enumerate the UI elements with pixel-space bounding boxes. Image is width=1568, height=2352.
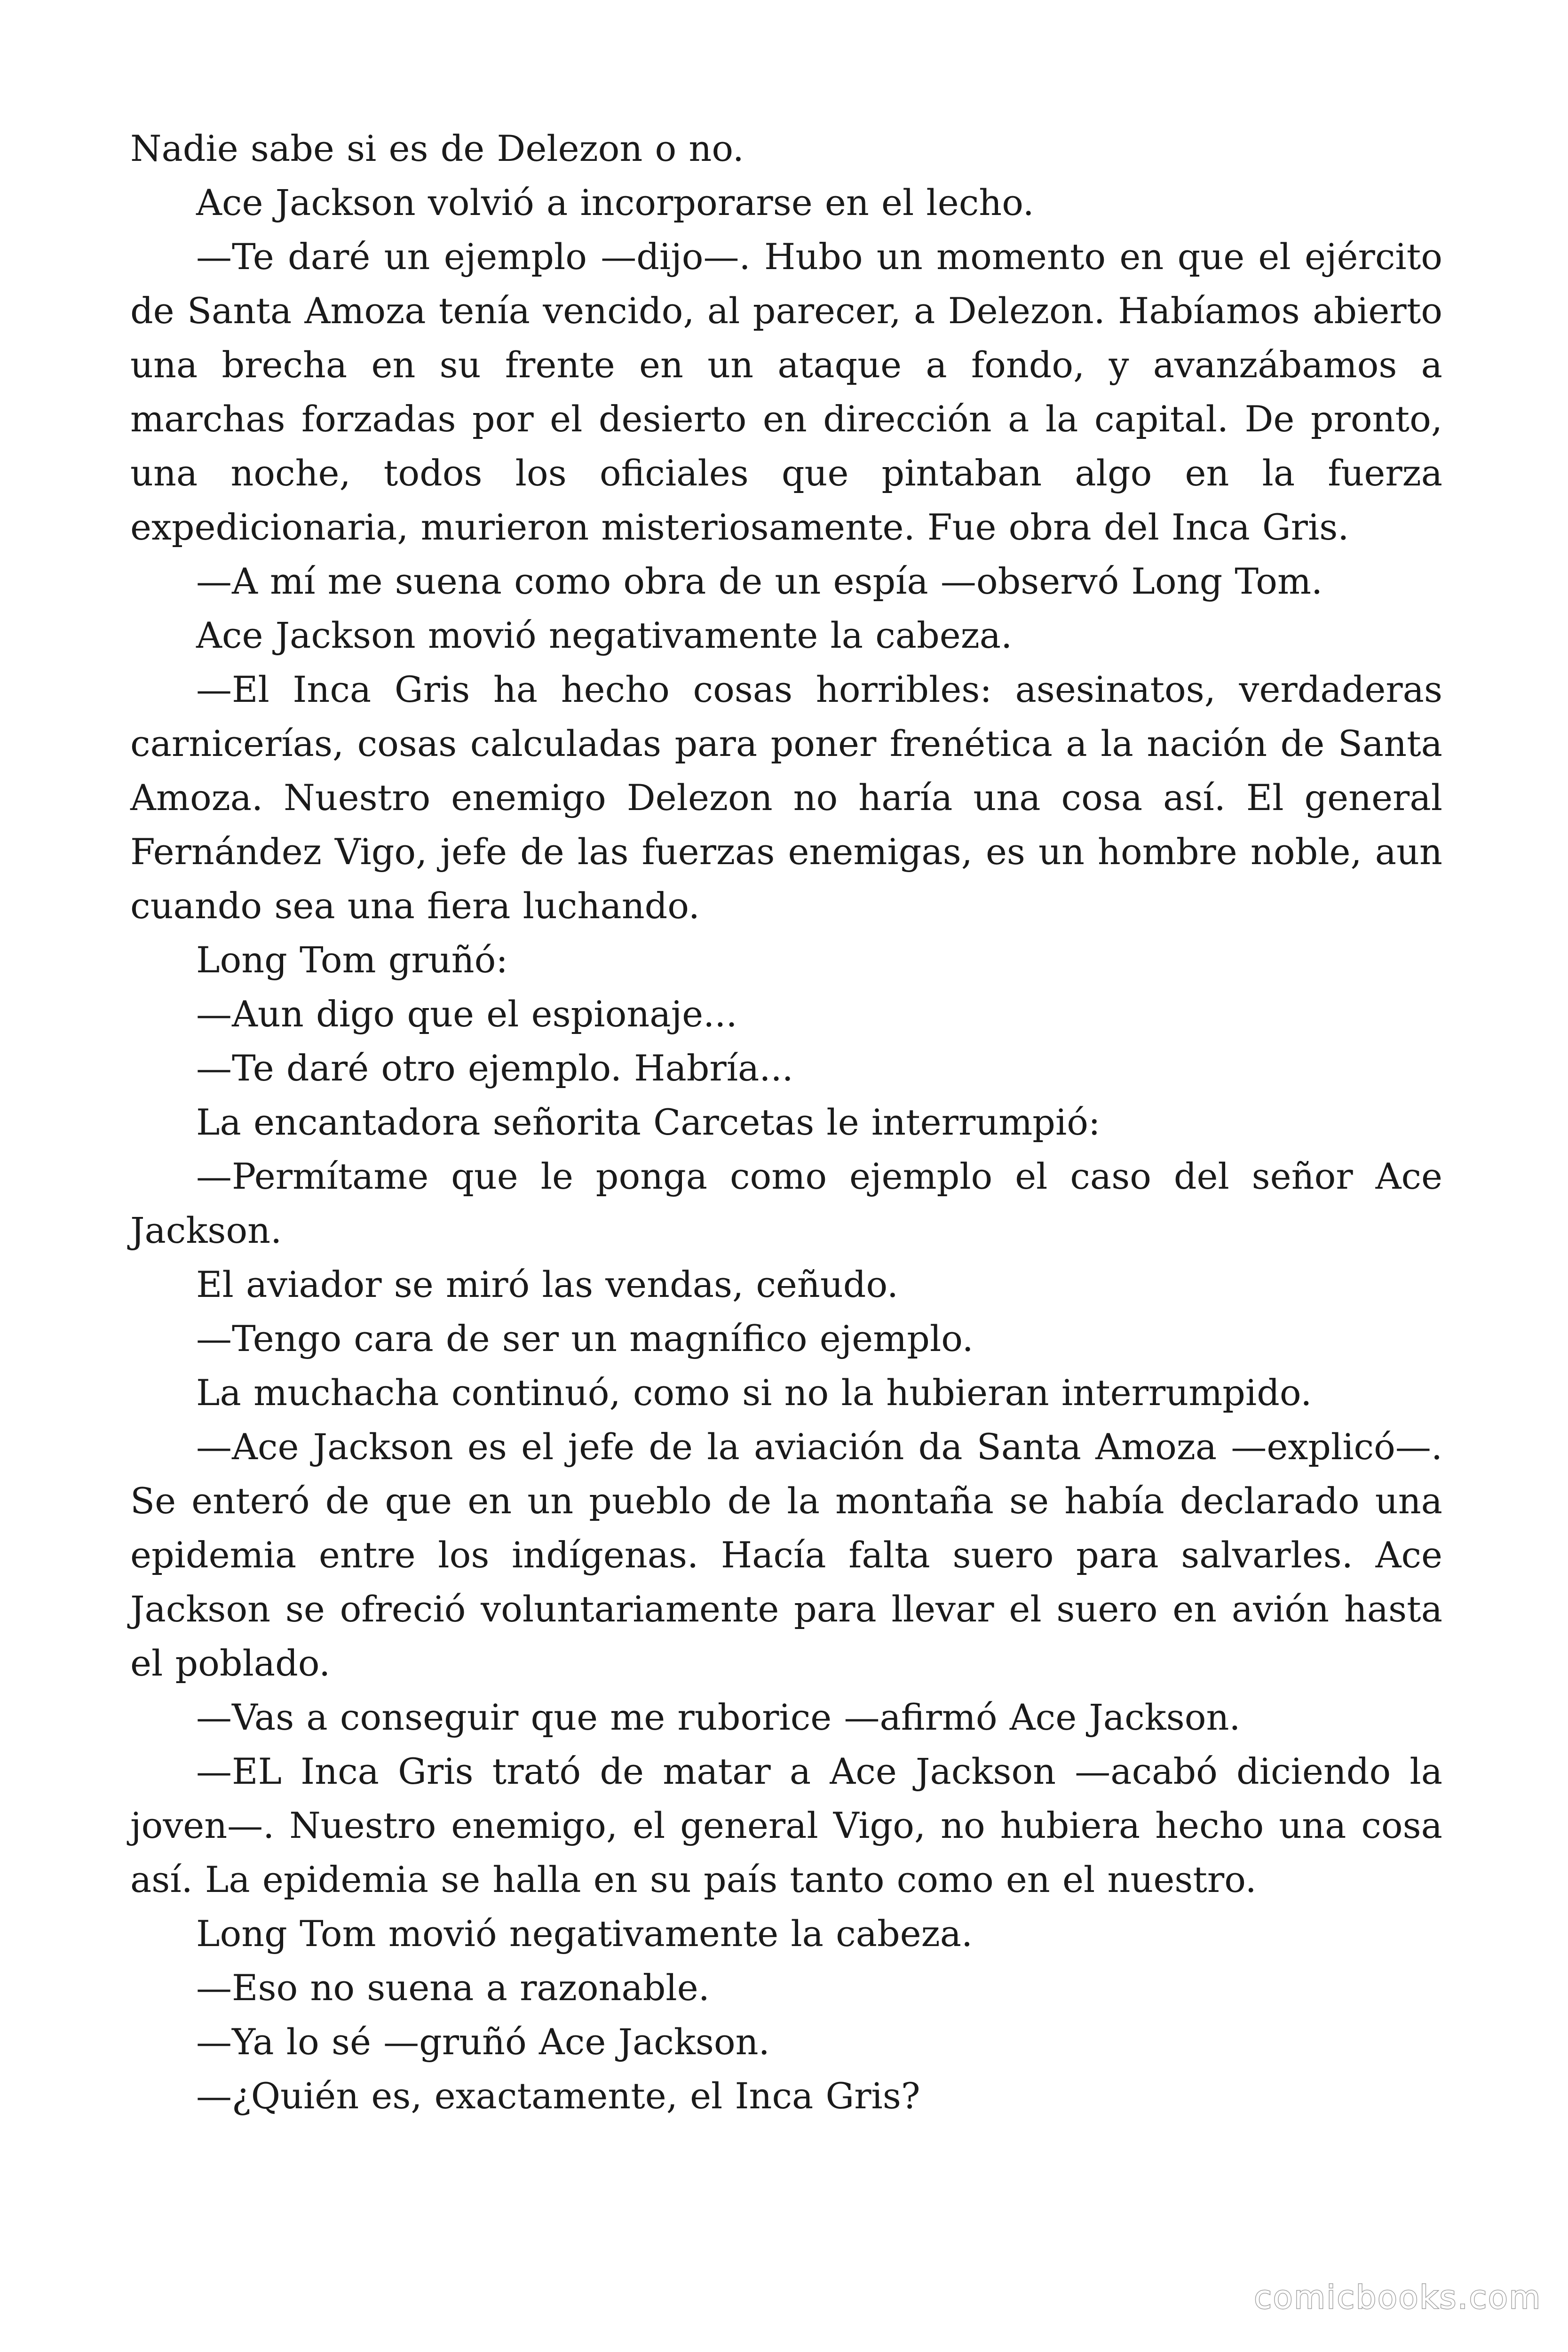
paragraph: —A mí me suena como obra de un espía —observó Long Tom.: [196, 560, 1323, 602]
paragraph: —Aun digo que el espionaje...: [196, 993, 737, 1035]
paragraph: —Te daré un ejemplo —dijo—. Hubo un momento en que el ejército de Santa Amoza tenía vencido, al parecer, a Delezon. Habíamos abierto una brecha en su frente en un ataque a fondo, y avanzábamos a marchas forzadas por el desierto en dirección a la capital. De pronto, una noche, todos los oficiales que pintaban algo en la fuerza expedicionaria, murieron misteriosamente. Fue obra del Inca Gris.: [130, 236, 1442, 548]
paragraph: Ace Jackson volvió a incorporarse en el lecho.: [196, 182, 1034, 223]
paragraph: —EL Inca Gris trató de matar a Ace Jackson —acabó diciendo la joven—. Nuestro enemigo, el general Vigo, no hubiera hecho una cosa así. La epidemia se halla en su país tanto como en el nuestro.: [130, 1750, 1442, 1900]
paragraph: La muchacha continuó, como si no la hubieran interrumpido.: [196, 1372, 1312, 1414]
paragraph: El aviador se miró las vendas, ceñudo.: [196, 1263, 899, 1305]
paragraph: Nadie sabe si es de Delezon o no.: [130, 127, 744, 169]
paragraph: Ace Jackson movió negativamente la cabeza.: [196, 614, 1013, 656]
paragraph: —Ace Jackson es el jefe de la aviación da Santa Amoza —explicó—. Se enteró de que en un pueblo de la montaña se había declarado una epidemia entre los indígenas. Hacía falta suero para salvarles. Ace Jackson se ofreció voluntariamente para llevar el suero en avión hasta el poblado.: [130, 1426, 1442, 1684]
paragraph: —¿Quién es, exactamente, el Inca Gris?: [196, 2075, 920, 2117]
paragraph: —Vas a conseguir que me ruborice —afirmó Ace Jackson.: [196, 1696, 1241, 1738]
page-body: [130, 121, 1442, 2123]
paragraph: Long Tom movió negativamente la cabeza.: [196, 1913, 973, 1955]
paragraph: —Tengo cara de ser un magnífico ejemplo.: [196, 1318, 974, 1359]
watermark: comicbooks.com: [1254, 2279, 1542, 2316]
paragraph: —Eso no suena a razonable.: [196, 1967, 710, 2009]
paragraph: —Permítame que le ponga como ejemplo el caso del señor Ace Jackson.: [130, 1155, 1442, 1251]
paragraph: Long Tom gruñó:: [196, 939, 508, 981]
paragraph: La encantadora señorita Carcetas le interrumpió:: [196, 1101, 1101, 1143]
paragraph: —Te daré otro ejemplo. Habría...: [196, 1047, 793, 1089]
paragraph: —El Inca Gris ha hecho cosas horribles: asesinatos, verdaderas carnicerías, cosas calculadas para poner frenética a la nación de Santa Amoza. Nuestro enemigo Delezon no haría una cosa así. El general Fernández Vigo, jefe de las fuerzas enemigas, es un hombre noble, aun cuando sea una fiera luchando.: [130, 668, 1442, 927]
paragraph: —Ya lo sé —gruñó Ace Jackson.: [196, 2021, 770, 2063]
